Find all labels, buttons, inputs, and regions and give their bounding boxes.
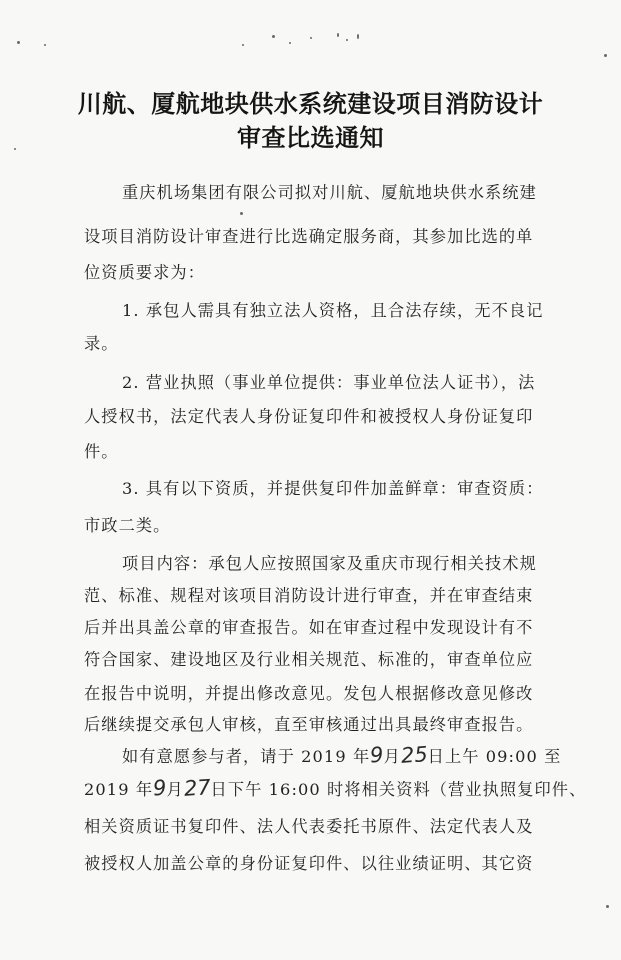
requirement-3-line: 3. 具有以下资质，并提供复印件加盖鲜章：审查资质： <box>122 479 544 498</box>
project-content-line: 项目内容：承包人应按照国家及重庆市现行相关技术规 <box>122 554 537 573</box>
scan-speck <box>310 37 312 39</box>
deadline-text: 月 <box>383 747 401 766</box>
handwritten-day: 27 <box>183 775 212 801</box>
deadline-line <box>122 743 561 767</box>
requirement-2-line: 件。 <box>84 442 119 461</box>
scan-speck <box>346 39 348 41</box>
scan-speck <box>337 33 339 37</box>
deadline-text: 2019 年 <box>84 780 154 799</box>
handwritten-day: 25 <box>400 742 429 768</box>
requirement-1-line: 录。 <box>84 334 119 353</box>
deadline-text: 日上午 09:00 至 <box>427 747 562 766</box>
scan-speck <box>289 42 291 44</box>
requirement-1-line: 1. 承包人需具有独立法人资格，且合法存续，无不良记 <box>122 301 544 320</box>
project-content-line: 后并出具盖公章的审查报告。如在审查过程中发现设计有不 <box>84 618 534 637</box>
project-content-line: 后继续提交承包人审核，直至审核通过出具最终审查报告。 <box>84 715 534 734</box>
deadline-text: 日下午 16:00 时将相关资料（营业执照复印件、 <box>210 780 587 799</box>
scan-speck <box>240 212 243 215</box>
scan-speck <box>606 905 609 908</box>
scan-speck <box>604 54 607 57</box>
project-content-line: 符合国家、建设地区及行业相关规范、标准的，审查单位应 <box>84 650 534 669</box>
project-content-line: 在报告中说明，并提出修改意见。发包人根据修改意见修改 <box>84 684 534 703</box>
project-content-line: 范、标准、规程对该项目消防设计进行审查，并在审查结束 <box>84 586 534 605</box>
requirement-3-line: 市政二类。 <box>84 516 171 535</box>
scan-speck <box>357 34 359 39</box>
intro-line: 重庆机场集团有限公司拟对川航、厦航地块供水系统建 <box>122 183 537 202</box>
intro-line: 设项目消防设计审查进行比选确定服务商，其参加比选的单 <box>84 227 534 246</box>
scan-speck <box>44 44 46 46</box>
deadline-line: 被授权人加盖公章的身份证复印件、以往业绩证明、其它资 <box>84 854 534 873</box>
requirement-2-line: 人授权书，法定代表人身份证复印件和被授权人身份证复印 <box>84 407 534 426</box>
deadline-text: 如有意愿参与者，请于 2019 年 <box>122 747 371 766</box>
intro-line: 位资质要求为： <box>84 263 206 282</box>
page-subtitle: 审查比选通知 <box>237 124 384 152</box>
deadline-text: 月 <box>166 780 184 799</box>
handwritten-month: 9 <box>152 775 168 801</box>
deadline-line: 相关资质证书复印件、法人代表委托书原件、法定代表人及 <box>84 817 534 836</box>
scan-speck <box>17 41 20 44</box>
handwritten-month: 9 <box>369 742 385 768</box>
scan-speck <box>242 44 244 46</box>
deadline-line <box>84 776 586 800</box>
page-title: 川航、厦航地块供水系统建设项目消防设计 <box>77 90 544 118</box>
scan-speck <box>272 35 275 38</box>
requirement-2-line: 2. 营业执照（事业单位提供：事业单位法人证书），法 <box>122 373 536 392</box>
